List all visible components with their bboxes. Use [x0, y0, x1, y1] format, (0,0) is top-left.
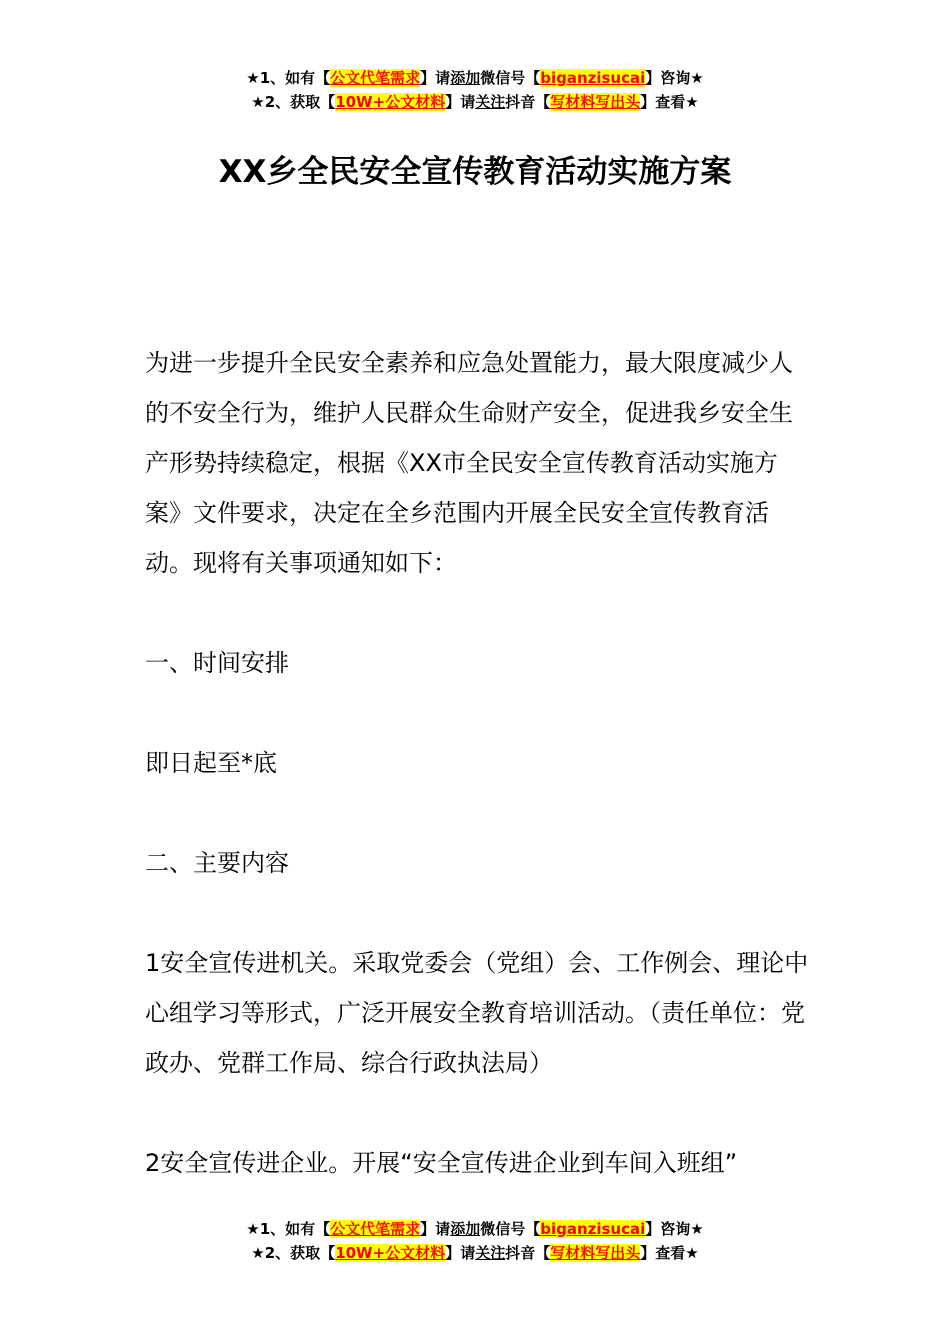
body-paragraph: 即日起至*底 [145, 749, 277, 777]
promo-text: ★2、获取【 [251, 1244, 336, 1262]
body-paragraph: 2安全宣传进企业。开展“安全宣传进企业到车间入班组” [145, 1149, 738, 1177]
promo-emphasis: 添加 [450, 69, 481, 87]
intro-paragraph: 为进一步提升全民安全素养和应急处置能力，最大限度减少人的不安全行为，维护人民群众生命财产安全，促进我乡安全生产形势持续稳定，根据《XX市全民安全宣传教育活动实施方案》文件要求，决定在全乡范围内开展全民安全宣传教育活动。现将有关事项通知如下： [145, 349, 793, 577]
promo-highlight: biganzisucai [540, 69, 646, 87]
promo-line-2 [0, 1241, 950, 1265]
document-title: XX乡全民安全宣传教育活动实施方案 [218, 154, 732, 190]
promo-highlight: 10W+公文材料 [335, 1244, 446, 1262]
promo-emphasis: 关注 [475, 1244, 506, 1262]
body-paragraph: 1安全宣传进机关。采取党委会（党组）会、工作例会、理论中心组学习等形式，广泛开展安全教育培训活动。（责任单位：党政办、党群工作局、综合行政执法局） [145, 949, 809, 1077]
promo-text: 】请 [445, 1244, 476, 1262]
promo-text: 微信号【 [480, 1220, 541, 1238]
promo-text: ★2、获取【 [251, 93, 336, 111]
promo-text: 抖音【 [505, 1244, 551, 1262]
section-heading: 二、主要内容 [145, 849, 289, 877]
promo-text: 】请 [445, 93, 476, 111]
promo-line-1 [0, 1217, 950, 1241]
promo-emphasis: 关注 [475, 93, 506, 111]
promo-text: 微信号【 [480, 69, 541, 87]
promo-text: 】请 [420, 1220, 451, 1238]
promo-text: 抖音【 [505, 93, 551, 111]
section-heading: 一、时间安排 [145, 649, 289, 677]
promo-highlight: 写材料写出头 [550, 1244, 641, 1262]
top-promo-banner [0, 66, 950, 114]
promo-highlight: 公文代笔需求 [330, 69, 421, 87]
promo-text: 】请 [420, 69, 451, 87]
promo-line-2 [0, 90, 950, 114]
promo-highlight: 10W+公文材料 [335, 93, 446, 111]
promo-line-1 [0, 66, 950, 90]
promo-highlight: 公文代笔需求 [330, 1220, 421, 1238]
promo-highlight: biganzisucai [540, 1220, 646, 1238]
document-body [145, 338, 810, 1238]
bottom-promo-banner [0, 1217, 950, 1265]
promo-highlight: 写材料写出头 [550, 93, 641, 111]
promo-text: 】咨询★ [645, 69, 704, 87]
promo-text: ★1、如有【 [246, 1220, 331, 1238]
promo-text: 】咨询★ [645, 1220, 704, 1238]
promo-text: ★1、如有【 [246, 69, 331, 87]
promo-text: 】查看★ [640, 1244, 699, 1262]
promo-text: 】查看★ [640, 93, 699, 111]
promo-emphasis: 添加 [450, 1220, 481, 1238]
